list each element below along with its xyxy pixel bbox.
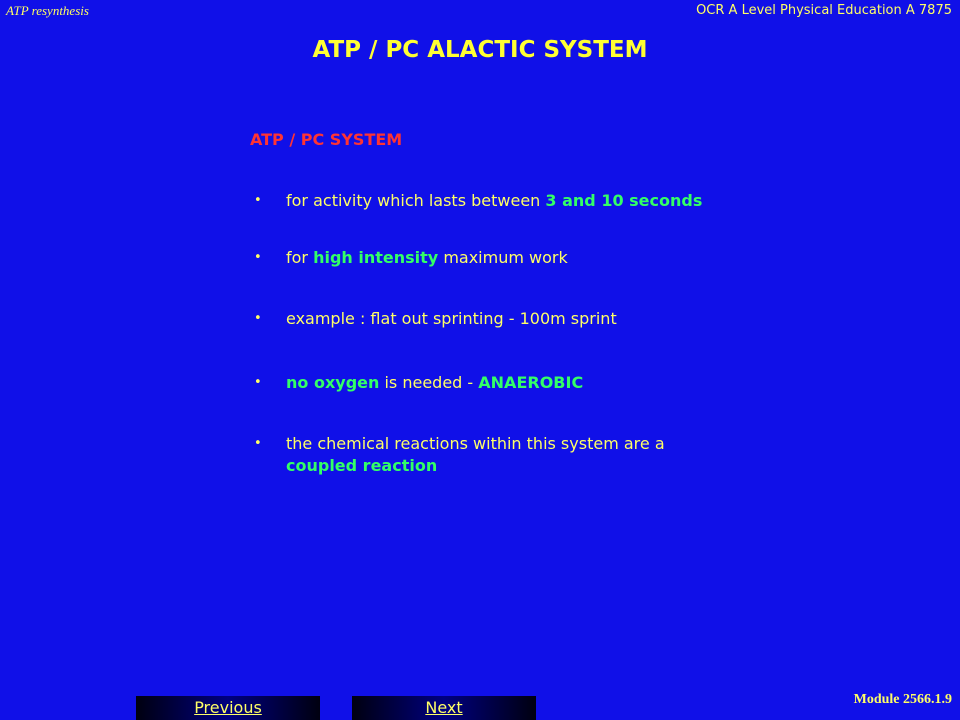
next-button[interactable]: Next bbox=[352, 696, 536, 720]
bullet-segment: for activity which lasts between bbox=[286, 191, 546, 210]
bullet-segment: example : flat out sprinting - 100m sprint bbox=[286, 309, 617, 328]
bullet-text bbox=[286, 247, 724, 269]
bullet-text bbox=[286, 308, 724, 330]
bullet-item bbox=[254, 247, 724, 269]
bullet-text bbox=[286, 372, 724, 394]
previous-button[interactable]: Previous bbox=[136, 696, 320, 720]
bullet-dot-icon: • bbox=[254, 193, 262, 208]
bullet-segment: maximum work bbox=[438, 248, 568, 267]
page-title: ATP / PC ALACTIC SYSTEM bbox=[312, 37, 648, 63]
bullet-highlight: no oxygen bbox=[286, 373, 380, 392]
bullet-highlight: ANAEROBIC bbox=[478, 373, 584, 392]
bullet-highlight: 3 and 10 seconds bbox=[545, 191, 703, 210]
bullet-segment: the chemical reactions within this system are a bbox=[286, 434, 665, 453]
bullet-item bbox=[254, 308, 724, 330]
bullet-item bbox=[254, 433, 724, 477]
bullet-item bbox=[254, 372, 724, 394]
course-label: OCR A Level Physical Education A 7875 bbox=[696, 3, 952, 18]
bullet-item bbox=[254, 190, 724, 212]
bullet-highlight: coupled reaction bbox=[286, 456, 438, 475]
bullet-segment: for bbox=[286, 248, 314, 267]
bullet-dot-icon: • bbox=[254, 311, 262, 326]
topic-label: ATP resynthesis bbox=[6, 3, 89, 18]
bullet-dot-icon: • bbox=[254, 436, 262, 451]
bullet-highlight: high intensity bbox=[313, 248, 439, 267]
section-heading: ATP / PC SYSTEM bbox=[250, 130, 403, 149]
module-label: Module 2566.1.9 bbox=[853, 692, 952, 707]
bullet-text bbox=[286, 433, 724, 477]
bullet-dot-icon: • bbox=[254, 375, 262, 390]
bullet-text bbox=[286, 190, 724, 212]
bullet-segment: is needed - bbox=[379, 373, 479, 392]
bullet-dot-icon: • bbox=[254, 250, 262, 265]
